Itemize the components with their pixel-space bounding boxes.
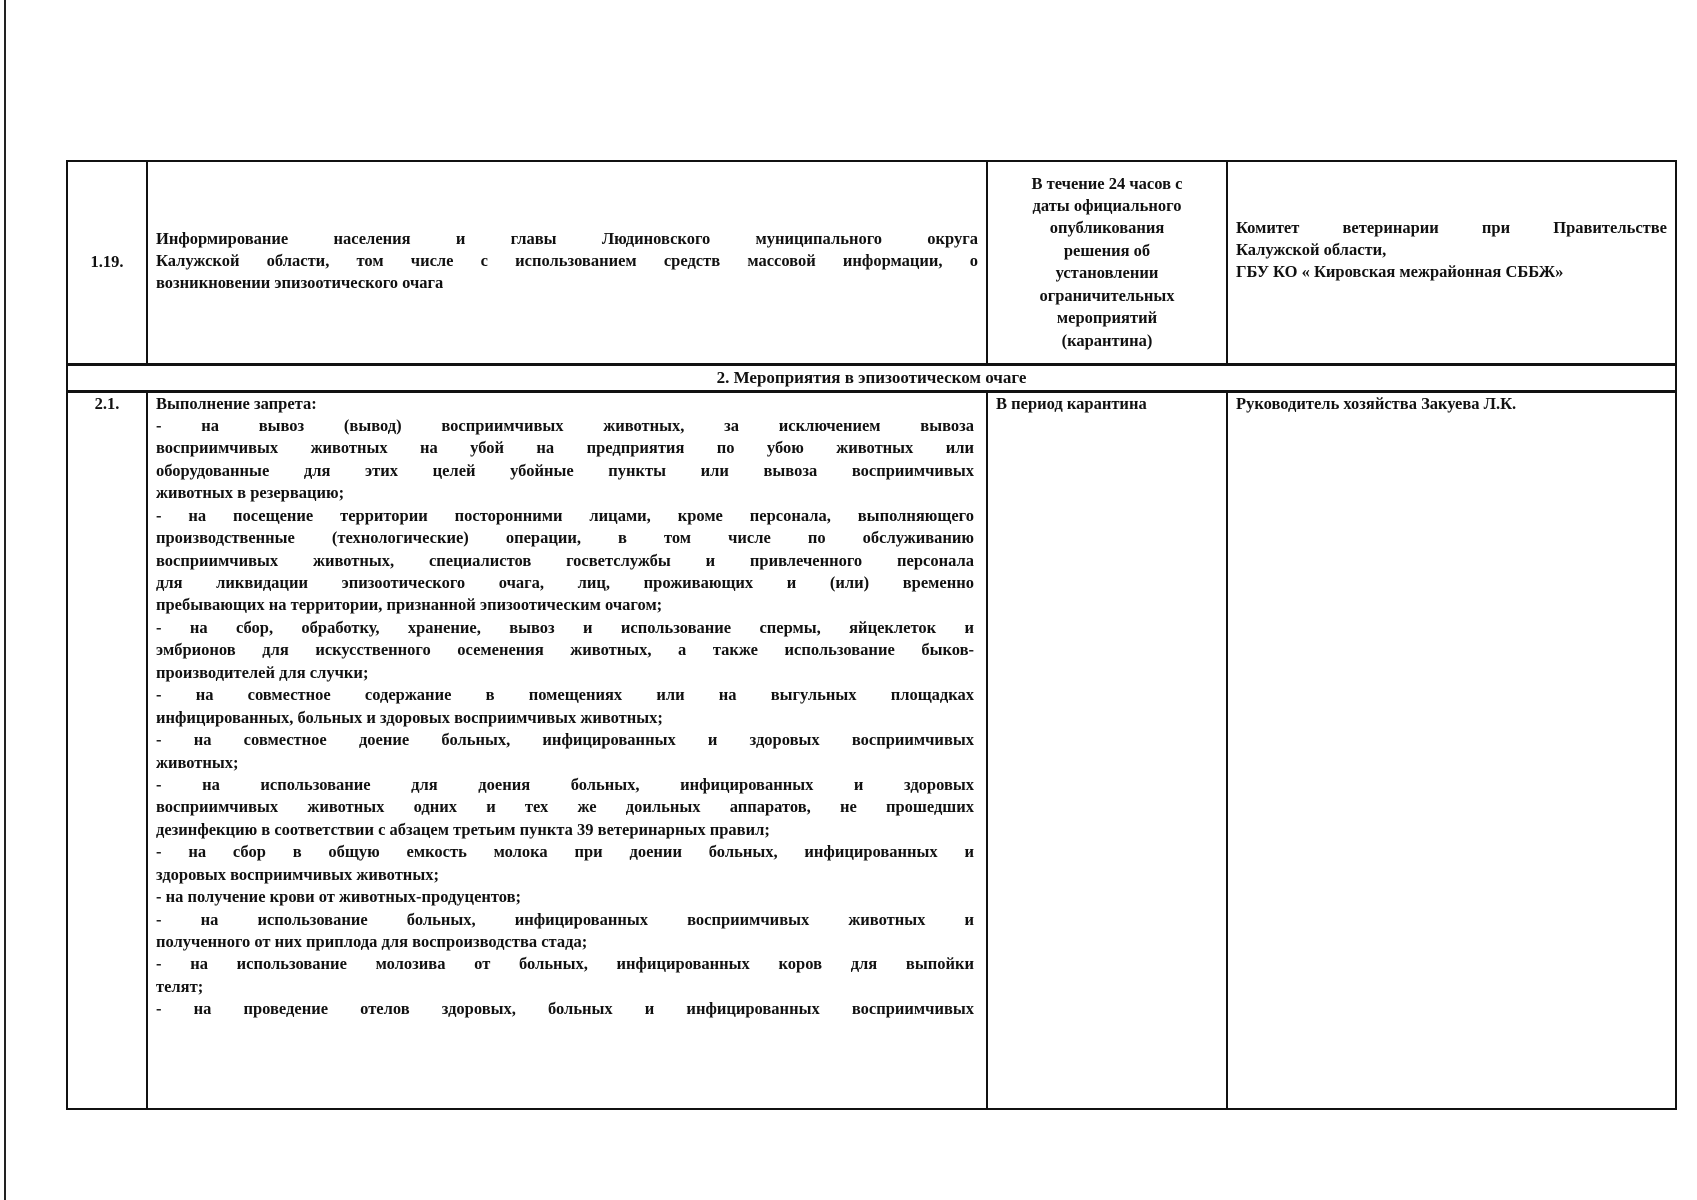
term-cell: В период карантина xyxy=(987,391,1227,1109)
action-line: эмбрионов для искусственного осеменения животных, а также использование быков- xyxy=(156,640,974,660)
action-line: - на использование для доения больных, инфицированных и здоровых xyxy=(156,774,974,794)
action-line: восприимчивых животных, специалистов госветслужбы и привлеченного персонала xyxy=(156,550,974,570)
term-line: (карантина) xyxy=(1061,330,1153,350)
action-cell xyxy=(147,391,987,1109)
table-row-1-19 xyxy=(67,161,1676,364)
action-line: оборудованные для этих целей убойные пункты или вывоза восприимчивых xyxy=(156,460,974,480)
action-line: производителей для случки; xyxy=(156,662,369,682)
term-line: ограничительных xyxy=(1039,285,1175,305)
action-line: - на совместное доение больных, инфицированных и здоровых восприимчивых xyxy=(156,730,974,750)
action-line: для ликвидации эпизоотического очага, лиц, проживающих и (или) временно xyxy=(156,573,974,592)
action-line: - на вывоз (вывод) восприимчивых животных, за исключением вывоза xyxy=(156,415,974,435)
action-line: здоровых восприимчивых животных; xyxy=(156,864,439,884)
action-line: - на получение крови от животных-продуцентов; xyxy=(156,887,522,907)
action-line: животных в резервацию; xyxy=(156,483,345,503)
action-line: животных; xyxy=(156,752,239,772)
section-title: 2. Мероприятия в эпизоотическом очаге xyxy=(67,364,1676,391)
action-line: возникновении эпизоотического очага xyxy=(156,273,444,293)
measures-table xyxy=(66,160,1677,1110)
action-line: полученного от них приплода для воспроизводства стада; xyxy=(156,932,588,951)
row-number: 2.1. xyxy=(67,391,147,1109)
table-row-2-1 xyxy=(67,391,1676,1109)
action-line: - на совместное содержание в помещениях или на выгульных площадках xyxy=(156,685,974,705)
action-line: инфицированных, больных и здоровых восприимчивых животных; xyxy=(156,707,663,727)
action-line: дезинфекцию в соответствии с абзацем третьим пункта 39 ветеринарных правил; xyxy=(156,819,770,839)
term-line: установлении xyxy=(1055,263,1159,283)
section-header-row xyxy=(67,364,1676,391)
term-cell xyxy=(987,161,1227,364)
responsible-line: Калужской области, xyxy=(1236,240,1387,260)
scan-edge-line xyxy=(4,0,6,1200)
action-line: Калужской области, том числе с использованием средств массовой информации, о xyxy=(156,251,978,271)
responsible-cell xyxy=(1227,161,1676,364)
term-line: решения об xyxy=(1063,240,1151,260)
action-line: восприимчивых животных одних и тех же доильных аппаратов, не прошедших xyxy=(156,797,974,817)
responsible-cell: Руководитель хозяйства Закуева Л.К. xyxy=(1227,391,1676,1109)
responsible-line: ГБУ КО « Кировская межрайонная СББЖ» xyxy=(1236,262,1564,282)
action-line: телят; xyxy=(156,976,204,996)
action-cell xyxy=(147,161,987,364)
action-line: производственные (технологические) операции, в том числе по обслуживанию xyxy=(156,528,974,548)
action-line: - на использование молозива от больных, инфицированных коров для выпойки xyxy=(156,954,974,974)
action-line: Информирование населения и главы Людиновского муниципального округа xyxy=(156,228,978,248)
term-line: даты официального xyxy=(1032,195,1182,215)
term-line: мероприятий xyxy=(1056,308,1158,328)
action-line: Выполнение запрета: xyxy=(156,393,317,413)
action-line: пребывающих на территории, признанной эпизоотическим очагом; xyxy=(156,595,663,615)
action-line: - на сбор, обработку, хранение, вывоз и использование спермы, яйцеклеток и xyxy=(156,617,974,637)
action-line: - на посещение территории посторонними лицами, кроме персонала, выполняющего xyxy=(156,505,974,525)
row-number: 1.19. xyxy=(67,161,147,364)
action-line: - на сбор в общую емкость молока при доении больных, инфицированных и xyxy=(156,842,974,862)
term-line: опубликования xyxy=(1049,218,1165,238)
action-line: - на использование больных, инфицированных восприимчивых животных и xyxy=(156,909,974,929)
term-line: В течение 24 часов с xyxy=(1031,173,1183,193)
responsible-line: Комитет ветеринарии при Правительстве xyxy=(1236,217,1667,237)
action-line: восприимчивых животных на убой на предприятия по убою животных или xyxy=(156,438,974,458)
action-line: - на проведение отелов здоровых, больных и инфицированных восприимчивых xyxy=(156,999,974,1019)
